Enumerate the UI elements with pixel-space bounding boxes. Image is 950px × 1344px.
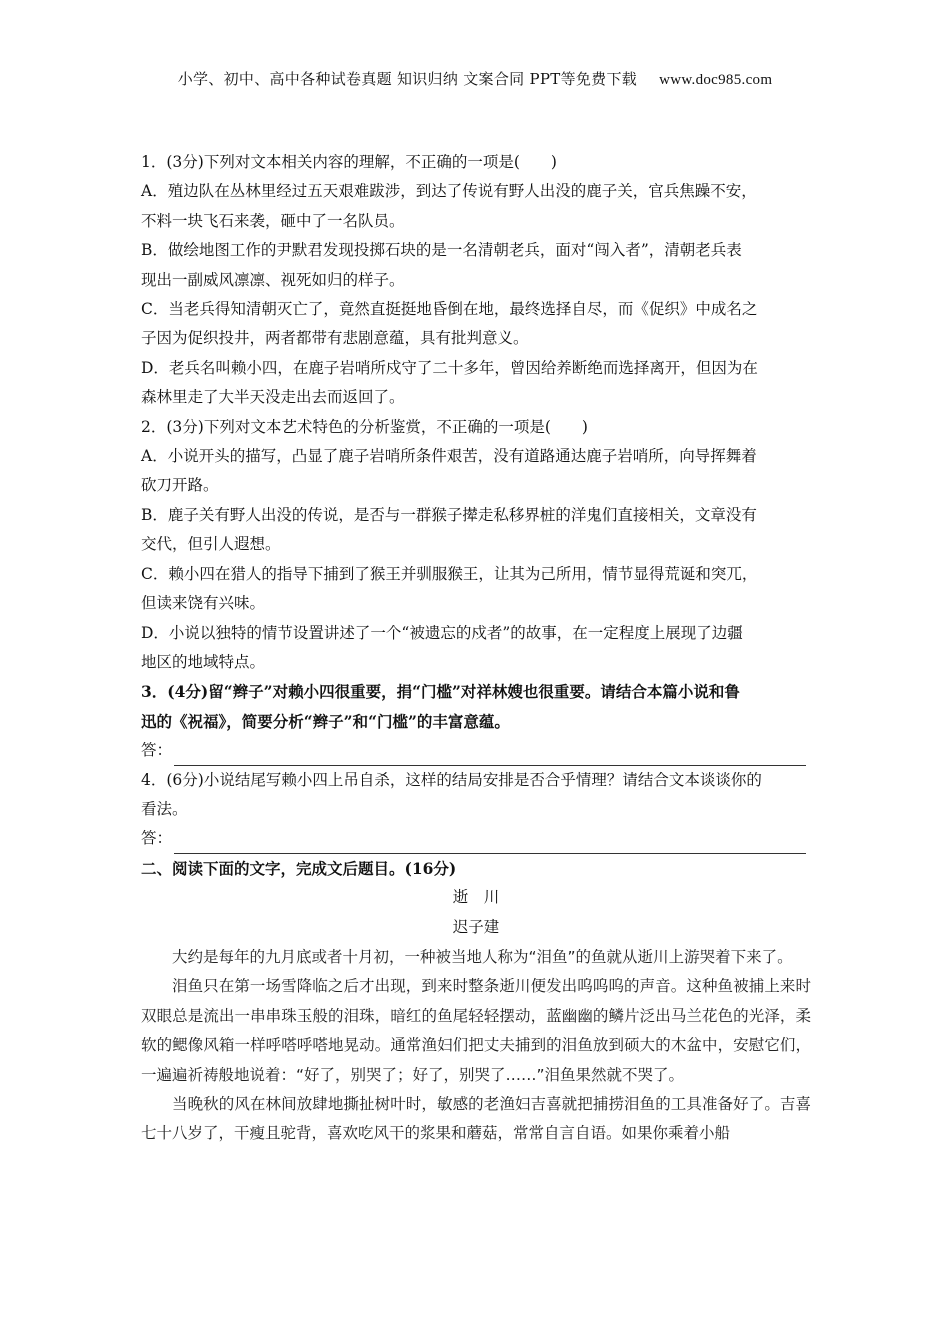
q4-answer-line: [174, 835, 806, 854]
q2-option-c-line2: 但读来饶有兴味。: [141, 594, 266, 613]
q1-option-a-line2: 不料一块飞石来袭，砸中了一名队员。: [141, 211, 405, 230]
q1-option-c-line2: 子因为促织投井，两者都带有悲剧意蕴，具有批判意义。: [141, 329, 529, 348]
q1-option-d-line1: D．老兵名叫赖小四，在鹿子岩哨所戍守了二十多年，曾因给养断绝而选择离开，但因为在: [141, 358, 758, 377]
q3-stem-line1: 3．(4分)留“辫子”对赖小四很重要，捐“门槛”对祥林嫂也很重要。请结合本篇小说和鲁: [141, 682, 740, 702]
q4-stem-line2: 看法。: [141, 799, 188, 818]
q3-answer-line: [174, 747, 806, 766]
q1-option-b-line2: 现出一副威风凛凛、视死如归的样子。: [141, 270, 405, 289]
document-body: [141, 148, 811, 1149]
passage-paragraph-2: 泪鱼只在第一场雪降临之后才出现，到来时整条逝川便发出呜呜呜的声音。这种鱼被捕上来时双眼总是流出一串串珠玉般的泪珠，暗红的鱼尾轻轻摆动，蓝幽幽的鳞片泛出马兰花色的光泽，柔软的鳃像风箱一样呼嗒呼嗒地晃动。通常渔妇们把丈夫捕到的泪鱼放到硕大的木盆中，安慰它们，一遍遍祈祷般地说着：“好了，别哭了；好了，别哭了……”泪鱼果然就不哭了。: [141, 977, 811, 1084]
q2-option-d-line2: 地区的地域特点。: [141, 652, 266, 671]
q3-stem-line2: 迅的《祝福》，简要分析“辫子”和“门槛”的丰富意蕴。: [141, 711, 510, 731]
q2-option-c-line1: C．赖小四在猎人的指导下捕到了猴王并驯服猴王，让其为己所用，情节显得荒诞和突兀，: [141, 564, 758, 583]
q1-option-c-line1: C．当老兵得知清朝灭亡了，竟然直挺挺地昏倒在地，最终选择自尽，而《促织》中成名之: [141, 300, 758, 319]
header-text: 小学、初中、高中各种试卷真题 知识归纳 文案合同 PPT等免费下载: [177, 70, 638, 88]
q2-option-a-line1: A．小说开头的描写，凸显了鹿子岩哨所条件艰苦，没有道路通达鹿子岩哨所，向导挥舞着: [141, 447, 757, 466]
passage-paragraph-3: 当晚秋的风在林间放肆地撕扯树叶时，敏感的老渔妇吉喜就把捕捞泪鱼的工具准备好了。吉喜七十八岁了，干瘦且驼背，喜欢吃风干的浆果和蘑菇，常常自言自语。如果你乘着小船: [141, 1095, 811, 1143]
passage-paragraph-1: 大约是每年的九月底或者十月初，一种被当地人称为“泪鱼”的鱼就从逝川上游哭着下来了。: [172, 947, 793, 966]
q4-stem-line1: 4．(6分)小说结尾写赖小四上吊自杀，这样的结局安排是否合乎情理？请结合文本谈谈你的: [141, 770, 762, 789]
q4-answer-label: 答：: [141, 829, 173, 848]
q2-option-a-line2: 砍刀开路。: [141, 476, 219, 495]
q1-option-d-line2: 森林里走了大半天没走出去而返回了。: [141, 388, 405, 407]
q3-answer-row: [141, 736, 811, 765]
section2-heading: 二、阅读下面的文字，完成文后题目。(16分): [141, 858, 457, 878]
q4-answer-row: [141, 824, 811, 853]
q1-stem: 1．(3分)下列对文本相关内容的理解，不正确的一项是( ): [141, 153, 557, 171]
q1-option-a-line1: A．殖边队在丛林里经过五天艰难跋涉，到达了传说有野人出没的鹿子关，官兵焦躁不安，: [141, 182, 757, 201]
q2-option-b-line1: B．鹿子关有野人出没的传说，是否与一群猴子撵走私移界桩的洋鬼们直接相关，文章没有: [141, 505, 757, 524]
page-header: [0, 68, 950, 89]
q1-option-b-line1: B．做绘地图工作的尹默君发现投掷石块的是一名清朝老兵，面对“闯入者”，清朝老兵表: [141, 241, 742, 260]
header-site: www.doc985.com: [659, 72, 773, 88]
q2-option-b-line2: 交代，但引人遐想。: [141, 535, 281, 554]
passage-author: 迟子建: [452, 917, 500, 936]
q2-option-d-line1: D．小说以独特的情节设置讲述了一个“被遗忘的戍者”的故事，在一定程度上展现了边疆: [141, 623, 743, 642]
q3-answer-label: 答：: [141, 741, 173, 760]
q2-stem: 2．(3分)下列对文本艺术特色的分析鉴赏，不正确的一项是( ): [141, 417, 588, 436]
passage-title: 逝 川: [452, 888, 500, 907]
